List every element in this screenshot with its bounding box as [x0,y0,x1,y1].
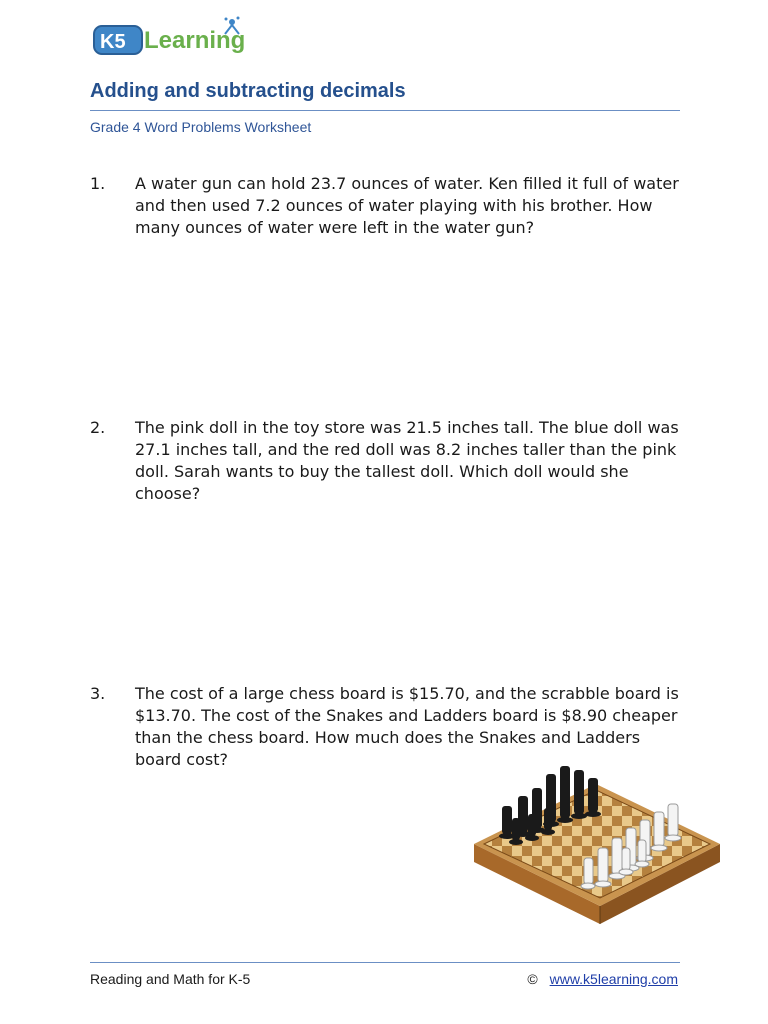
problem-number: 1. [90,174,106,193]
chess-board-illustration [472,756,722,924]
footer-divider [90,962,680,963]
problem-text: The cost of a large chess board is $15.70, and the scrabble board is $13.70. The cost of the Snakes and Ladders board is $8.90 cheaper than the chess board. How much does the Snakes and Ladders board cost? [135,684,679,769]
problem-number: 3. [90,684,106,703]
problem-text: A water gun can hold 23.7 ounces of water. Ken filled it full of water and then used 7.2 ounces of water playing with his brother. How many ounces of water were left in the water gun? [135,174,679,237]
problem-text: The pink doll in the toy store was 21.5 inches tall. The blue doll was 27.1 inches tall, and the red doll was 8.2 inches taller than the pink doll. Sarah wants to buy the tallest doll. Which doll would she choose? [135,418,679,503]
page-title: Adding and subtracting decimals [90,80,406,102]
svg-text:K5: K5 [100,31,126,53]
footer-copyright [527,971,678,987]
page-subtitle: Grade 4 Word Problems Worksheet [90,119,312,135]
header-divider [90,110,680,111]
footer-tagline: Reading and Math for K-5 [90,971,251,987]
svg-text:Learning: Learning [144,27,246,54]
problem-number: 2. [90,418,106,437]
k5-learning-logo [92,14,262,60]
copyright-symbol: © [527,971,538,987]
website-link[interactable]: www.k5learning.com [549,971,678,987]
